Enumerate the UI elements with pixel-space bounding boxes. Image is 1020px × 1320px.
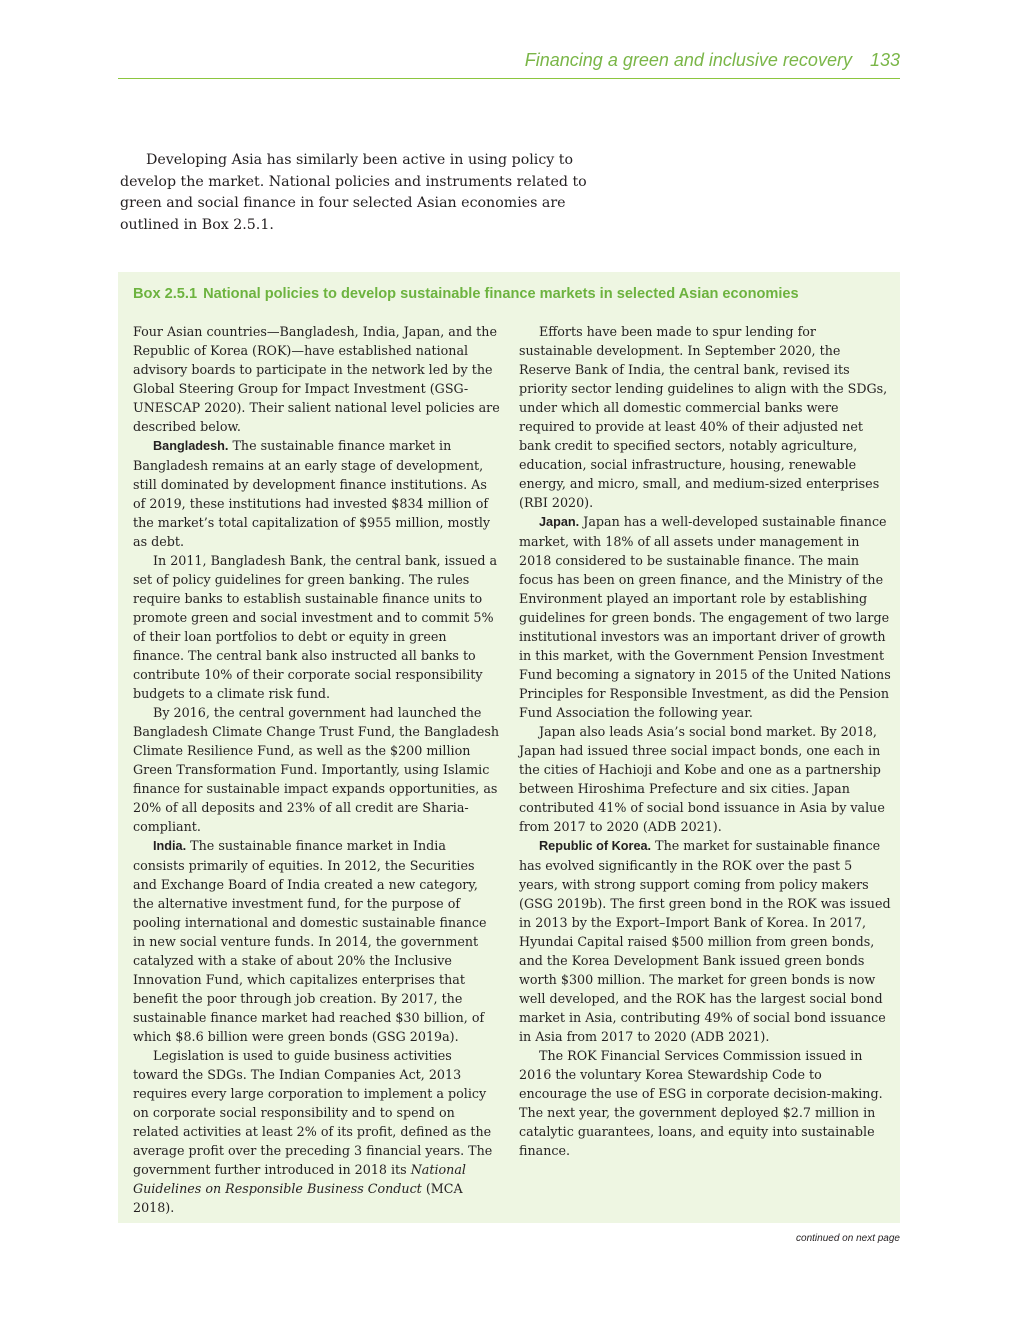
paragraph <box>519 512 891 722</box>
continued-note: continued on next page <box>796 1233 900 1244</box>
paragraph <box>133 1046 501 1217</box>
lead-in-bangladesh: Bangladesh. <box>153 439 229 453</box>
box-title-text: National policies to develop sustainable finance markets in selected Asian economies <box>203 286 799 302</box>
box-right-column <box>519 322 891 1160</box>
lead-in-japan: Japan. <box>539 515 580 529</box>
paragraph: In 2011, Bangladesh Bank, the central bank, issued a set of policy guidelines for green banking. The rules require banks to establish sustainable finance units to promote green and social investment and to commit 5% of their loan portfolios to debt or equity in green finance. The central bank also instructed all banks to contribute 10% of their corporate social responsibility budgets to a climate risk fund. <box>133 553 498 701</box>
paragraph: The ROK Financial Services Commission issued in 2016 the voluntary Korea Stewardship Code to encourage the use of ESG in corporate decision-making. The next year, the government deployed $2.7 million in catalytic guarantees, loans, and equity into sustainable finance. <box>519 1048 883 1158</box>
box-number: Box 2.5.1 <box>133 286 198 302</box>
paragraph-text: The sustainable finance market in India consists primarily of equities. In 2012, the Securities and Exchange Board of India created a new category, the alternative investment fund, for the purpose of pooling international and domestic sustainable finance in new social venture funds. In 2014, the government catalyzed with a stake of about 20% the Inclusive Innovation Fund, which capitalizes enterprises that benefit the poor through job creation. By 2017, the sustainable finance market had reached $30 billion, of which $8.6 billion were green bonds (GSG 2019a). <box>133 838 487 1044</box>
page-number: 133 <box>869 50 900 70</box>
box-2-5-1 <box>118 272 900 1223</box>
paragraph: Japan also leads Asia’s social bond market. By 2018, Japan had issued three social impact bonds, one each in the cities of Hachioji and Kobe and one as a partnership between Hiroshima Prefecture and six cities. Japan contributed 41% of social bond issuance in Asia by value from 2017 to 2020 (ADB 2021). <box>519 724 885 834</box>
lead-in-india: India. <box>153 839 187 853</box>
box-title <box>133 286 799 302</box>
paragraph: Efforts have been made to spur lending for sustainable development. In September 2020, the Reserve Bank of India, the central bank, revised its priority sector lending guidelines to align with the SDGs, under which all domestic commercial banks were required to provide at least 40% of their adjusted net bank credit to specified sectors, notably agriculture, education, social infrastructure, housing, renewable energy, and micro, small, and medium-sized enterprises (RBI 2020). <box>519 324 888 510</box>
paragraph <box>133 436 501 551</box>
paragraph-text: (MCA 2018). <box>133 1181 463 1215</box>
paragraph-text: Legislation is used to guide business activities toward the SDGs. The Indian Companies Act, 2013 requires every large corporation to implement a policy on corporate social responsibility and to spend on related activities at least 2% of its profit, defined as the average profit over the preceding 3 financial years. The government further introduced in 2018 its <box>133 1048 493 1177</box>
paragraph <box>133 836 501 1046</box>
running-title: Financing a green and inclusive recovery <box>524 50 852 70</box>
paragraph: By 2016, the central government had launched the Bangladesh Climate Change Trust Fund, the Bangladesh Climate Resilience Fund, as well as the $200 million Green Transformation Fund. Importantly, using Islamic finance for sustainable impact expands opportunities, as 20% of all deposits and 23% of all credit are Sharia-compliant. <box>133 705 500 834</box>
paragraph-text: The sustainable finance market in Bangladesh remains at an early stage of development, still dominated by development finance institutions. As of 2019, these institutions had invested $834 million of the market’s total capitalization of $955 million, mostly as debt. <box>133 438 491 549</box>
box-left-column <box>133 322 501 1217</box>
paragraph-text: Japan has a well-developed sustainable finance market, with 18% of all assets under management in 2018 considered to be sustainable finance. The main focus has been on green finance, and the Ministry of the Environment played an important role by establishing guidelines for green bonds. The engagement of two large institutional investors was an important driver of growth in this market, with the Government Pension Investment Fund becoming a signatory in 2015 of the United Nations Principles for Responsible Investment, as did the Pension Fund Association the following year. <box>519 514 891 720</box>
intro-paragraph: Developing Asia has similarly been active in using policy to develop the market. National policies and instruments related to green and social finance in four selected Asian economies are outlined in Box 2.5.1. <box>120 152 587 233</box>
paragraph-text: The market for sustainable finance has evolved significantly in the ROK over the past 5 years, with strong support coming from policy makers (GSG 2019b). The first green bond in the ROK was issued in 2013 by the Export–Import Bank of Korea. In 2017, Hyundai Capital raised $500 million from green bonds, and the Korea Development Bank issued green bonds worth $300 million. The market for green bonds is now well developed, and the ROK has the largest social bond market in Asia, contributing 49% of social bond issuance in Asia from 2017 to 2020 (ADB 2021). <box>519 838 891 1044</box>
intro-section <box>120 150 590 236</box>
lead-in-korea: Republic of Korea. <box>539 839 652 853</box>
paragraph <box>519 836 891 1046</box>
running-header <box>118 50 900 79</box>
publication-title: National Guidelines on Responsible Business Conduct <box>133 1162 466 1196</box>
paragraph: Four Asian countries—Bangladesh, India, Japan, and the Republic of Korea (ROK)—have established national advisory boards to participate in the network led by the Global Steering Group for Impact Investment (GSG-UNESCAP 2020). Their salient national level policies are described below. <box>133 324 500 434</box>
